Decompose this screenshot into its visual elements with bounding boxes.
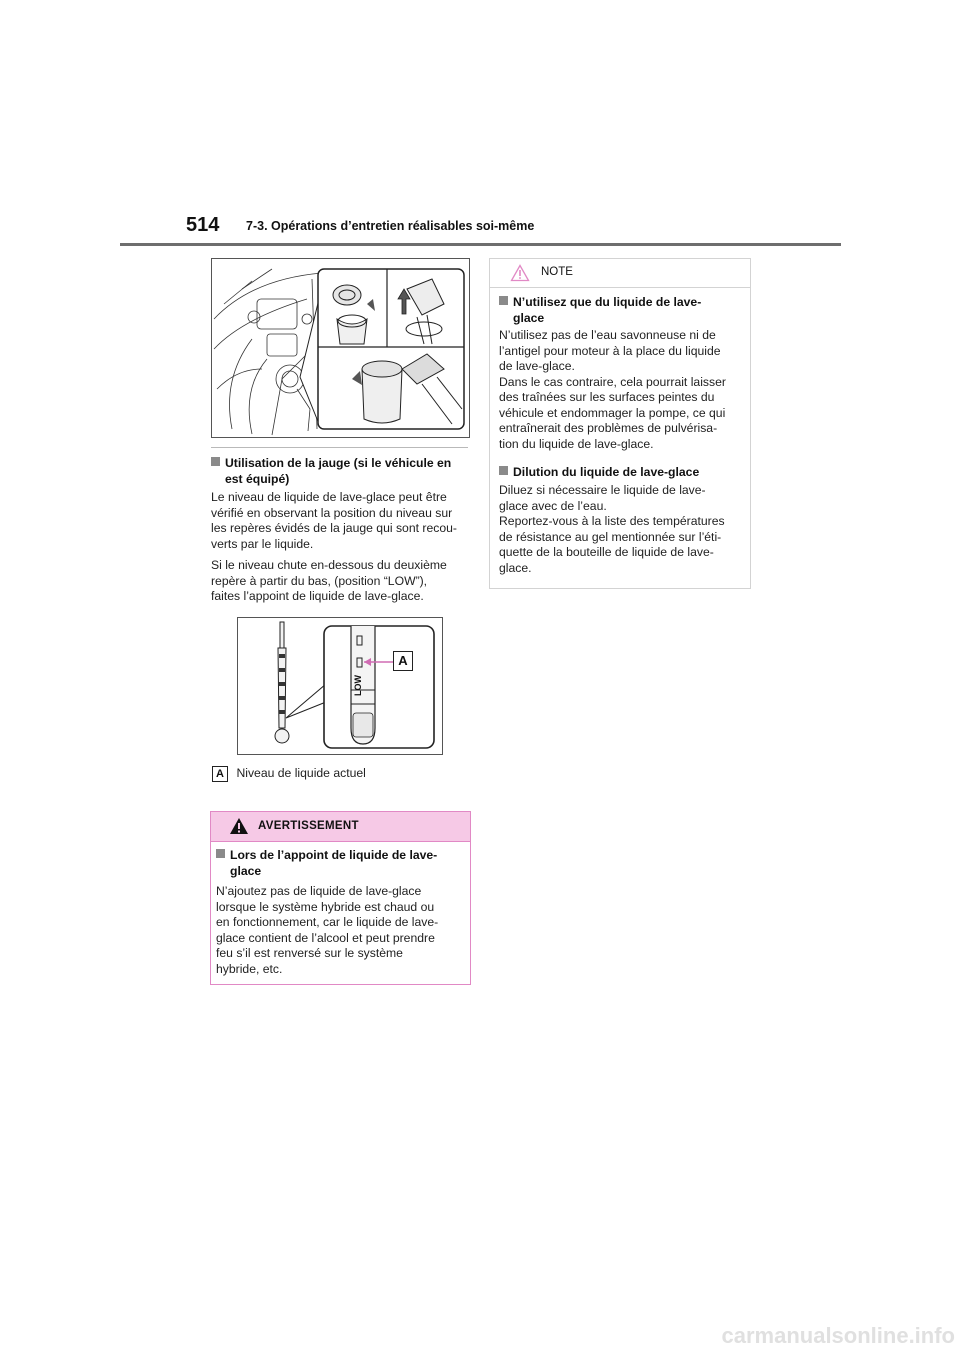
heading-line: glace xyxy=(513,310,545,325)
note-title: NOTE xyxy=(541,266,573,278)
square-bullet-icon xyxy=(211,457,220,466)
square-bullet-icon xyxy=(216,849,225,858)
figure-legend xyxy=(212,764,366,782)
heading-line: N’utilisez que du liquide de lave- xyxy=(513,295,702,309)
warning-box xyxy=(210,811,471,985)
header-divider xyxy=(120,243,841,246)
site-watermark: carmanualsonline.info xyxy=(721,1323,955,1348)
note-box xyxy=(489,258,751,589)
section-divider xyxy=(211,447,468,448)
page-number: 514 xyxy=(186,214,220,236)
warning-title: AVERTISSEMENT xyxy=(258,820,359,832)
chapter-title: 7-3. Opérations d’entretien réalisables soi-même xyxy=(246,219,535,233)
dipstick-figure xyxy=(237,617,443,755)
gauge-paragraph-1: Le niveau de liquide de lave-glace peut être vérifié en observant la position du niveau sur les repères évidés de la jauge qui sont recou- verts par le liquide. xyxy=(211,490,457,551)
warning-body: N’ajoutez pas de liquide de lave-glace lorsque le système hybride est chaud ou en fonctionnement, car le liquide de lave- glace contient de l’alcool et peut prendre feu s’il est renversé sur le système hybride, etc. xyxy=(216,884,439,976)
square-bullet-icon xyxy=(499,466,508,475)
note-heading-1 xyxy=(499,295,739,326)
low-mark-label: LOW xyxy=(353,675,363,697)
warning-heading xyxy=(216,848,466,879)
square-bullet-icon xyxy=(499,296,508,305)
callout-a-label: A xyxy=(393,651,413,671)
warning-header xyxy=(211,812,470,842)
note-body-1: N’utilisez pas de l’eau savonneuse ni de l’antigel pour moteur à la place du liquide de lave-glace. Dans le cas contraire, cela pourrait laisser des traînées sur les surfaces peintes du véhicule et endommager la pompe, ce qui entraînerait des problèmes de pulvérisa- tion du liquide de lave-glace. xyxy=(499,328,726,451)
legend-letter: A xyxy=(212,766,228,782)
section-heading-gauge xyxy=(211,456,468,487)
heading-line: Dilution du liquide de lave-glace xyxy=(513,465,700,479)
washer-fluid-cap-illustration xyxy=(212,259,469,437)
legend-text: Niveau de liquide actuel xyxy=(236,766,366,780)
gauge-paragraph-2: Si le niveau chute en-dessous du deuxième repère à partir du bas, (position “LOW”), faites l’appoint de liquide de lave-glace. xyxy=(211,558,447,603)
warning-triangle-icon xyxy=(229,817,249,835)
note-heading-2 xyxy=(499,465,739,481)
note-header xyxy=(490,259,750,288)
heading-line: est équipé) xyxy=(225,471,290,486)
heading-line: glace xyxy=(230,863,262,878)
dipstick-illustration xyxy=(238,618,442,754)
caution-triangle-icon xyxy=(510,264,530,282)
washer-cap-figure xyxy=(211,258,470,438)
heading-line: Lors de l’appoint de liquide de lave- xyxy=(230,848,438,862)
heading-line: Utilisation de la jauge (si le véhicule en xyxy=(225,456,452,470)
note-body-2: Diluez si nécessaire le liquide de lave- glace avec de l’eau. Reportez-vous à la liste des températures de résistance au gel mentionnée sur l’éti- quette de la bouteille de liquide de lave- glace. xyxy=(499,483,725,575)
